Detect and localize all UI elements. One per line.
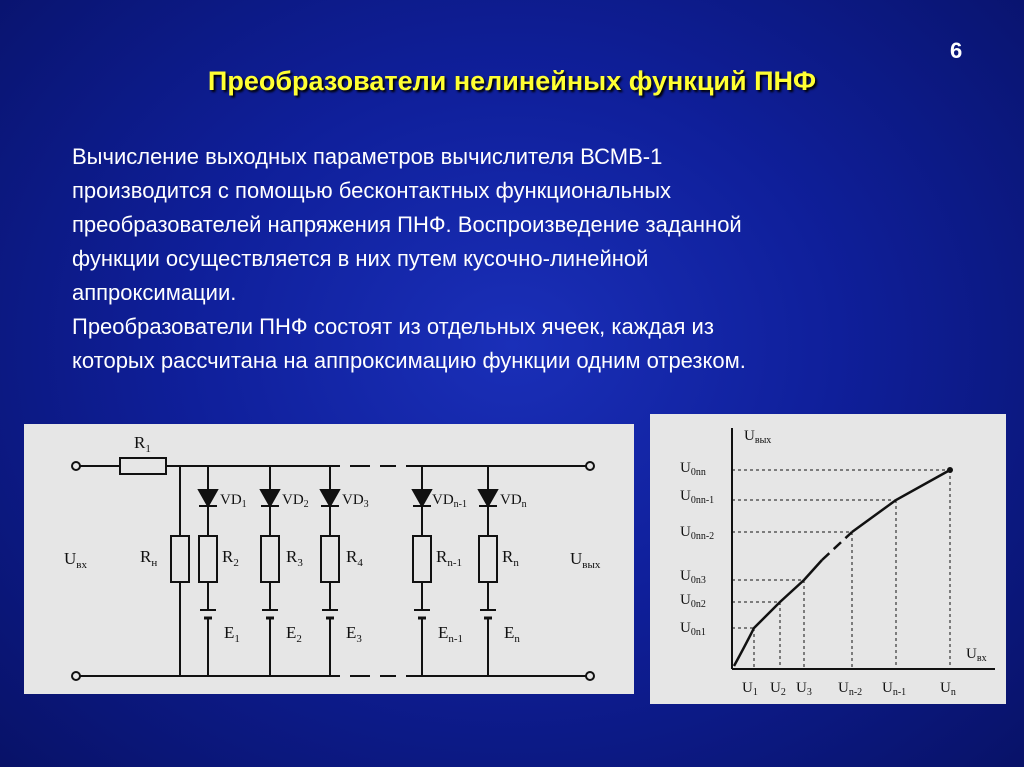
- label-en-1: $E_{n-1}$: [438, 623, 464, 645]
- label-rn-1: $R_{n-1}$: [436, 547, 463, 569]
- output-terminal-bottom: [586, 672, 594, 680]
- y-label-u0n2: $U_{0n2}$: [680, 592, 706, 610]
- y-label-u0nn: $U_{0nn}$: [680, 460, 706, 478]
- curve-endpoint: [947, 467, 953, 473]
- slide-title: Преобразователи нелинейных функций ПНФ: [207, 66, 817, 96]
- input-terminal-bottom: [72, 672, 80, 680]
- x-label-un: $U_n$: [940, 680, 956, 698]
- body-text: [72, 140, 972, 378]
- y-axis-label: $U_{вых}$: [744, 428, 772, 446]
- label-r2: $R_2$: [222, 547, 239, 569]
- resistor-rn: [171, 536, 189, 582]
- curve-segment-high: [852, 470, 950, 532]
- text-line: Преобразователи ПНФ состоят из отдельных ячеек, каждая из: [72, 314, 714, 339]
- guide-lines: [732, 470, 950, 669]
- label-vd1: $VD_1$: [220, 492, 247, 510]
- circuit-diagram: [24, 424, 634, 694]
- label-rn: $R_н$: [140, 547, 158, 569]
- x-label-u2: $U_2$: [770, 680, 786, 698]
- curve-segment-dashed: [822, 532, 852, 560]
- x-label-u1: $U_1$: [742, 680, 758, 698]
- output-terminal-top: [586, 462, 594, 470]
- label-r3: $R_3$: [286, 547, 303, 569]
- label-vdn: $VD_n$: [500, 492, 527, 510]
- circuit-diagram-panel: [24, 424, 634, 694]
- label-r4: $R_4$: [346, 547, 363, 569]
- x-label-un-1: $U_{n-1}$: [882, 680, 907, 698]
- slide-number: 6: [950, 38, 963, 63]
- paragraph-1: [72, 140, 972, 310]
- text-line: аппроксимации.: [72, 280, 237, 305]
- text-line: производится с помощью бесконтактных функциональных: [72, 178, 672, 203]
- branch-2: [261, 466, 279, 676]
- x-label-u3: $U_3$: [796, 680, 812, 698]
- transfer-graph: [650, 414, 1006, 704]
- curve-segment-low: [734, 560, 822, 666]
- x-label-un-2: $U_{n-2}$: [838, 680, 863, 698]
- transfer-graph-panel: [650, 414, 1006, 704]
- paragraph-2: [72, 310, 972, 378]
- input-terminal-top: [72, 462, 80, 470]
- text-line: Вычисление выходных параметров вычислителя ВСМВ-1: [72, 144, 663, 169]
- resistor-r1: [120, 458, 166, 474]
- text-line: функции осуществляется в них путем кусочно-линейной: [72, 246, 649, 271]
- label-vdn-1: $VD_{n-1}$: [432, 492, 468, 510]
- label-u-out: $U_{вых}$: [570, 549, 601, 571]
- branch-n-1: [413, 466, 431, 676]
- label-rn-branch: $R_n$: [502, 547, 519, 569]
- branch-1: [199, 466, 217, 676]
- y-label-u0n1: $U_{0n1}$: [680, 620, 706, 638]
- y-label-u0nn-2: $U_{0nn-2}$: [680, 524, 715, 542]
- y-label-u0n3: $U_{0n3}$: [680, 568, 706, 586]
- label-u-in: $U_{вх}$: [64, 549, 87, 571]
- branch-n: [479, 466, 497, 676]
- label-e3: $E_3$: [346, 623, 362, 645]
- label-r1: $R_1$: [134, 433, 151, 455]
- label-en: $E_n$: [504, 623, 520, 645]
- label-vd3: $VD_3$: [342, 492, 369, 510]
- text-line: которых рассчитана на аппроксимацию функции одним отрезком.: [72, 348, 746, 373]
- branch-3: [321, 466, 339, 676]
- y-label-u0nn-1: $U_{0nn-1}$: [680, 488, 715, 506]
- text-line: преобразователей напряжения ПНФ. Воспроизведение заданной: [72, 212, 742, 237]
- x-axis-label: $U_{вх}$: [966, 646, 987, 664]
- label-e2: $E_2$: [286, 623, 302, 645]
- label-e1: $E_1$: [224, 623, 240, 645]
- label-vd2: $VD_2$: [282, 492, 309, 510]
